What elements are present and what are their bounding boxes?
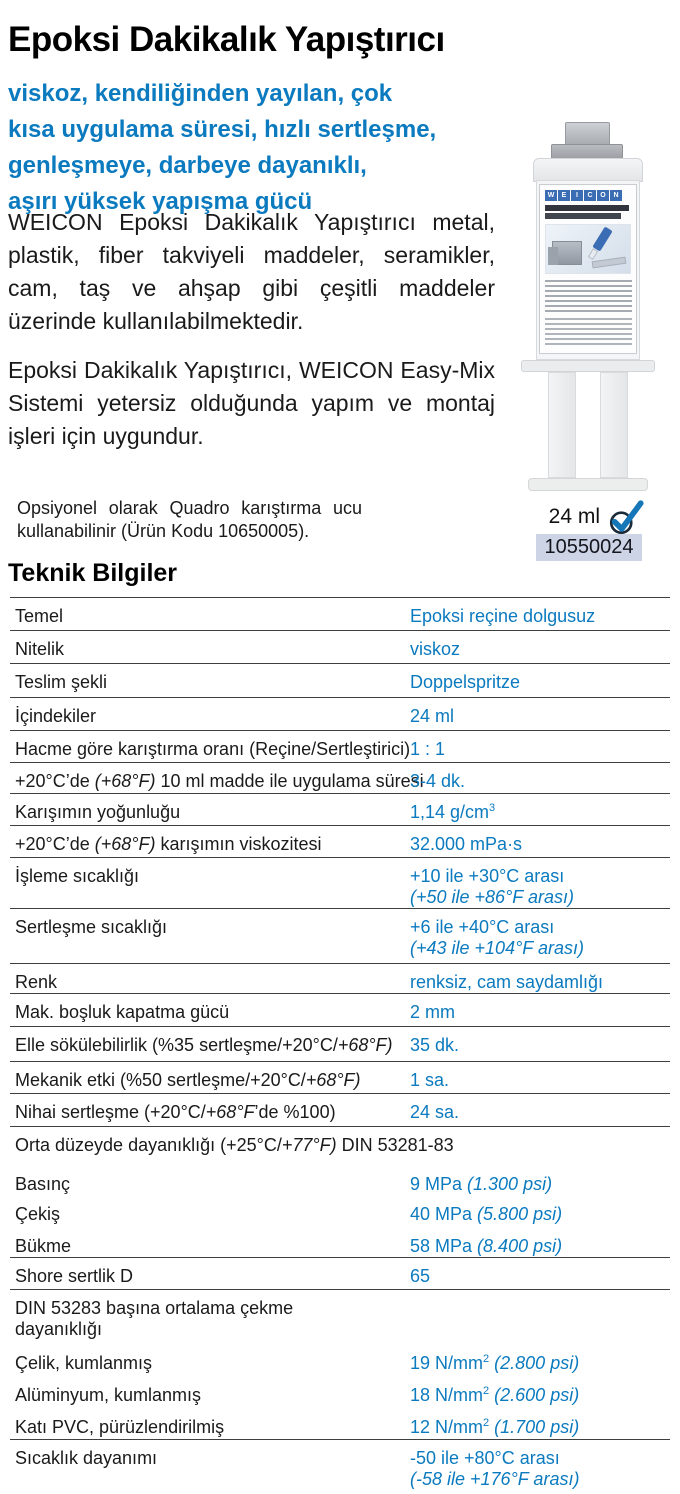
plunger-rod: [548, 372, 576, 478]
text-line: +10 ile +30°C arası: [410, 866, 565, 886]
row-value: [410, 606, 670, 627]
text-line: Alüminyum, kumlanmış: [15, 1385, 202, 1405]
row-label: [15, 1385, 410, 1406]
syringe-cap: [533, 158, 643, 182]
syringe-flange: [521, 360, 655, 372]
row-label: [15, 1353, 410, 1374]
row-value: [410, 1448, 670, 1490]
row-label: [15, 1174, 410, 1195]
illustration-applicator-tip: [588, 248, 598, 260]
row-label: [15, 771, 424, 792]
text-line: Sıcaklık dayanımı: [15, 1448, 158, 1468]
table-row: [10, 1439, 670, 1494]
table-row: [10, 1166, 670, 1196]
row-label: [15, 739, 410, 760]
row-value: [410, 1035, 670, 1056]
text-line: 18 $N/mm^2$ (2.600 psi): [410, 1385, 580, 1405]
text-line: Shore sertlik D: [15, 1266, 134, 1286]
text-line: 32.000 mPa·s: [410, 834, 523, 854]
text-line: 24 sa.: [410, 1102, 460, 1122]
text-line: Teslim şekli: [15, 672, 108, 692]
table-row: [10, 697, 670, 730]
text-line: Sertleşme sıcaklığı: [15, 917, 168, 937]
table-row: [10, 1409, 670, 1439]
text-line: 19 $N/mm^2$ (2.800 psi): [410, 1353, 580, 1373]
text-line: 3-4 dk.: [410, 771, 466, 791]
hanger-clip: [565, 122, 610, 146]
intro-paragraph: WEICON Epoksi Dakikalık Yapıştırıcı metal, plastik, fiber takviyeli maddeler, seramikler, cam, taş ve ahşap gibi çeşitli maddeler üzerinde kullanılabilmektedir.: [8, 209, 495, 334]
illustration-block: [548, 247, 558, 265]
text-line: 40 MPa (5.800 psi): [410, 1204, 563, 1224]
text-line: Temel: [15, 606, 64, 626]
row-label: [15, 706, 410, 727]
table-row: [10, 1126, 670, 1166]
table-row: [10, 1377, 670, 1409]
product-highlights: [8, 76, 436, 220]
table-row: [10, 963, 670, 993]
table-row: [10, 908, 670, 963]
row-value: [410, 639, 670, 660]
table-row: [10, 597, 670, 630]
row-label: [15, 1448, 410, 1469]
text-line: +6 ile +40°C arası: [410, 917, 555, 937]
text-line: Hacme göre karıştırma oranı (Reçine/Sertleştirici): [15, 739, 411, 759]
row-label: [15, 1035, 410, 1056]
product-photo: [503, 122, 673, 494]
table-row: [10, 1061, 670, 1093]
text-line: 1,14 $g/cm^3$: [410, 802, 496, 822]
text-line: 24 ml: [410, 706, 455, 726]
row-label: [15, 639, 410, 660]
row-label: [15, 1417, 410, 1438]
page-title: Epoksi Dakikalık Yapıştırıcı: [8, 20, 445, 59]
row-value: [410, 917, 670, 959]
row-label: [15, 1204, 410, 1225]
logo-letter: O: [597, 190, 609, 201]
label-subtitle-bar: [545, 213, 621, 219]
text-line: Orta düzeyde dayanıklığı (+25°C/+77°F) DIN 53281-83: [15, 1135, 454, 1155]
table-row: [10, 1289, 670, 1345]
text-line: 9 MPa (1.300 psi): [410, 1174, 553, 1194]
text-line: Mekanik etki (%50 sertleşme/+20°C/+68°F): [15, 1070, 361, 1090]
text-line: Nihai sertleşme (+20°C/+68°F’de %100): [15, 1102, 336, 1122]
table-row: [10, 825, 670, 857]
text-line: renksiz, cam saydamlığı: [410, 972, 604, 992]
table-row: [10, 857, 670, 908]
highlight-line: kısa uygulama süresi, hızlı sertleşme,: [8, 116, 437, 143]
row-label: [15, 1070, 410, 1091]
optional-nozzle-note: Opsiyonel olarak Quadro karıştırma ucu kullanabilinir (Ürün Kodu 10650005).: [17, 498, 362, 541]
text-line: Karışımın yoğunluğu: [15, 802, 181, 822]
table-row: [10, 730, 670, 762]
text-line: Katı PVC, pürüzlendirilmiş: [15, 1417, 225, 1437]
section-title: Teknik Bilgiler: [8, 559, 178, 587]
text-line: -50 ile +80°C arası: [410, 1448, 560, 1468]
product-code-badge: 10550024: [536, 534, 642, 561]
logo-letter: C: [584, 190, 596, 201]
table-row: [10, 1026, 670, 1061]
row-label: [15, 606, 410, 627]
logo-letter: W: [545, 190, 557, 201]
text-line: Çekiş: [15, 1204, 61, 1224]
row-value: [410, 972, 670, 993]
logo-letter: E: [558, 190, 570, 201]
row-label: [15, 1135, 670, 1156]
row-label: [15, 866, 410, 887]
text-line: 1 sa.: [410, 1070, 450, 1090]
row-value: [410, 834, 670, 855]
row-label: [15, 1102, 410, 1123]
text-line: 58 MPa (8.400 psi): [410, 1236, 563, 1256]
row-value: [410, 1002, 670, 1023]
label-fine-print: [545, 280, 632, 314]
row-value: [410, 739, 670, 760]
table-row: [10, 663, 670, 697]
text-line: Mak. boşluk kapatma gücü: [15, 1002, 230, 1022]
row-value: [410, 1236, 670, 1257]
table-row: [10, 1345, 670, 1377]
text-line: 65: [410, 1266, 431, 1286]
plunger-base: [528, 478, 648, 491]
text-line: 2 mm: [410, 1002, 455, 1022]
logo-letter: I: [571, 190, 583, 201]
text-line: İşleme sıcaklığı: [15, 866, 140, 886]
text-line: (-58 ile +176°F arası): [410, 1469, 580, 1489]
label-fine-print: [545, 318, 632, 348]
highlight-line: viskoz, kendiliğinden yayılan, çok: [8, 80, 393, 107]
row-label: [15, 1298, 670, 1340]
highlight-line: aşırı yüksek yapışma gücü: [8, 188, 313, 215]
text-line: Elle sökülebilirlik (%35 sertleşme/+20°C/+68°F): [15, 1035, 393, 1055]
table-row: [10, 793, 670, 825]
row-value: [410, 1102, 670, 1123]
text-line: DIN 53283 başına ortalama çekme: [15, 1298, 294, 1318]
highlight-line: genleşmeye, darbeye dayanıklı,: [8, 152, 367, 179]
text-line: 12 $N/mm^2$ (1.700 psi): [410, 1417, 580, 1437]
row-label: [15, 1236, 410, 1257]
hanger-clip-base: [551, 144, 623, 159]
row-value: [410, 1417, 670, 1438]
row-value: [410, 706, 670, 727]
table-row: [10, 1257, 670, 1289]
table-row: [10, 993, 670, 1026]
table-row: [10, 762, 670, 793]
usage-paragraph: Epoksi Dakikalık Yapıştırıcı, WEICON Easy-Mix Sistemi yetersiz olduğunda yapım ve montaj işleri için uygundur.: [8, 357, 495, 449]
row-label: [15, 672, 410, 693]
size-label: 24 ml: [548, 505, 600, 528]
text-line: +20°C’de (+68°F) 10 ml madde ile uygulama süresi: [15, 771, 424, 791]
text-line: (+43 ile +104°F arası): [410, 938, 584, 958]
text-line: 1 : 1: [410, 739, 446, 759]
text-line: +20°C’de (+68°F) karışımın viskozitesi: [15, 834, 322, 854]
row-label: [15, 917, 410, 938]
row-value: [410, 866, 670, 908]
row-label: [15, 1266, 410, 1287]
text-line: (+50 ile +86°F arası): [410, 887, 574, 907]
text-line: Renk: [15, 972, 58, 992]
row-value: [410, 672, 670, 693]
weicon-logo: [545, 190, 633, 202]
row-value: [410, 1353, 670, 1374]
table-row: [10, 1228, 670, 1257]
logo-letter: N: [610, 190, 622, 201]
row-value: [410, 771, 670, 792]
illustration-applicator: [592, 226, 612, 251]
table-row: [10, 630, 670, 663]
tech-table: [10, 597, 670, 1494]
row-label: [15, 1002, 410, 1023]
text-line: Epoksi reçine dolgusuz: [410, 606, 596, 626]
row-value: [410, 1070, 670, 1091]
text-line: Çelik, kumlanmış: [15, 1353, 153, 1373]
row-value: [410, 1385, 670, 1406]
text-line: dayanıklığı: [15, 1319, 103, 1339]
label-illustration: [545, 224, 631, 274]
row-label: [15, 802, 410, 823]
row-value: [410, 802, 670, 823]
row-value: [410, 1266, 670, 1287]
row-label: [15, 834, 410, 855]
product-size: [505, 498, 645, 536]
text-line: Doppelspritze: [410, 672, 521, 692]
label-title-bar: [545, 205, 629, 211]
row-label: [15, 972, 410, 993]
row-value: [410, 1204, 670, 1225]
plunger-rod: [600, 372, 628, 478]
illustration-part: [592, 257, 627, 269]
product-label: [539, 184, 637, 354]
row-value: [410, 1174, 670, 1195]
text-line: Bükme: [15, 1236, 72, 1256]
text-line: İçindekiler: [15, 706, 97, 726]
check-circle-icon: [607, 498, 645, 536]
text-line: 35 dk.: [410, 1035, 460, 1055]
table-row: [10, 1196, 670, 1228]
text-line: Basınç: [15, 1174, 71, 1194]
table-row: [10, 1093, 670, 1126]
text-line: Nitelik: [15, 639, 65, 659]
text-line: viskoz: [410, 639, 461, 659]
